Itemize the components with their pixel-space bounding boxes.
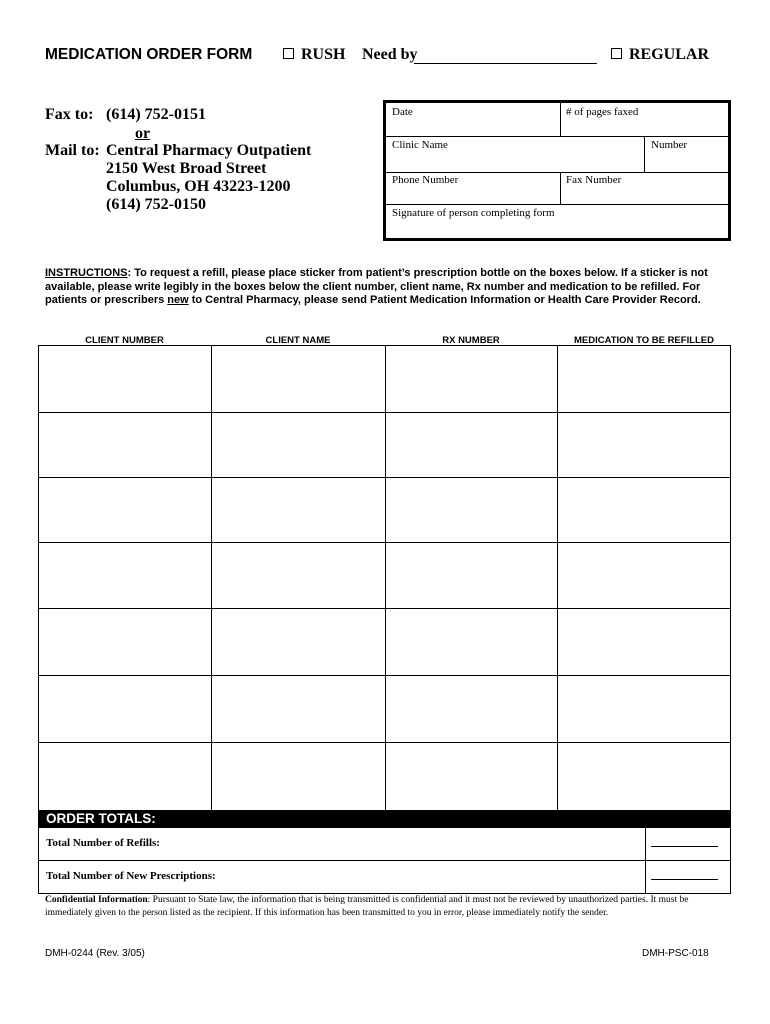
mail-address-line: Columbus, OH 43223-1200 (106, 178, 291, 195)
total-refills-field[interactable] (651, 846, 718, 847)
date-field[interactable]: Date (392, 106, 413, 118)
regular-label: REGULAR (629, 46, 710, 63)
signature-field[interactable]: Signature of person completing form (392, 207, 555, 219)
clinic-number-field[interactable]: Number (651, 139, 688, 151)
instructions-heading: INSTRUCTIONS (45, 267, 128, 279)
total-new-prescriptions-field[interactable] (651, 879, 718, 880)
phone-number-field[interactable]: Phone Number (392, 174, 459, 186)
fax-number-field[interactable]: Fax Number (566, 174, 622, 186)
mail-address-line: Central Pharmacy Outpatient (106, 142, 312, 159)
instructions-new-word: new (167, 294, 189, 306)
instructions-part1: : To request a refill, please place sticker from patient’s prescription bottle on the boxes below. If a sticker is not available, please write legibly in the boxes below the client number, client name, Rx number and medication to be refilled. For patients or prescribers (45, 267, 708, 306)
instructions-part2: to Central Pharmacy, please send Patient Medication Information or Health Care Provider Record. (188, 294, 701, 306)
form-code: DMH-PSC-018 (642, 948, 709, 959)
total-new-prescriptions-label: Total Number of New Prescriptions: (46, 870, 216, 882)
column-header-rx-number: RX NUMBER (442, 335, 500, 346)
column-header-client-name: CLIENT NAME (265, 335, 331, 346)
regular-checkbox[interactable] (611, 48, 622, 59)
fax-info-box (383, 100, 731, 241)
pages-faxed-field[interactable]: # of pages faxed (566, 106, 639, 118)
need-by-label: Need by (362, 46, 418, 63)
mail-address-line: 2150 West Broad Street (106, 160, 267, 177)
confidential-notice (45, 894, 735, 919)
rush-label: RUSH (301, 46, 346, 63)
mail-to-label: Mail to: (45, 142, 100, 159)
mail-phone-line: (614) 752-0150 (106, 196, 206, 213)
column-header-medication: MEDICATION TO BE REFILLED (573, 335, 715, 346)
fax-to-number: (614) 752-0151 (106, 106, 206, 123)
clinic-name-field[interactable]: Clinic Name (392, 139, 448, 151)
total-refills-label: Total Number of Refills: (46, 837, 160, 849)
rush-checkbox[interactable] (283, 48, 294, 59)
column-header-client-number: CLIENT NUMBER (85, 335, 164, 346)
form-title: MEDICATION ORDER FORM (45, 46, 253, 63)
confidential-text: : Pursuant to State law, the information that is being transmitted is confidential and it must not be reviewed by unauthorized parties. It must be immediately given to the person listed as the recipient. If this information has been transmitted to you in error, please immediately notify the sender. (45, 895, 689, 918)
or-text: or (135, 125, 151, 142)
fax-to-label: Fax to: (45, 106, 94, 123)
confidential-heading: Confidential Information (45, 895, 148, 905)
order-totals-title: ORDER TOTALS: (46, 811, 156, 826)
form-number: DMH-0244 (Rev. 3/05) (45, 948, 145, 959)
need-by-field[interactable] (414, 63, 597, 64)
refill-table[interactable] (38, 345, 731, 811)
instructions-text (45, 267, 735, 308)
